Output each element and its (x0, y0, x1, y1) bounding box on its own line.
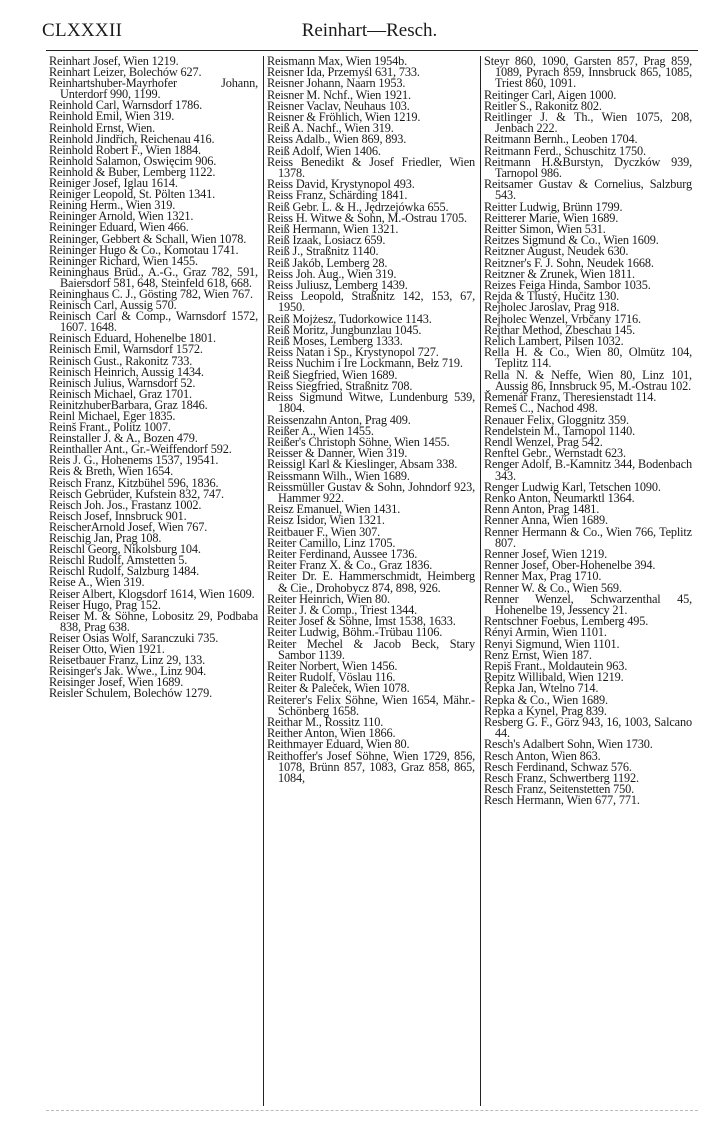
directory-entry: Reitzes Sigmund & Co., Wien 1609. (484, 233, 659, 248)
directory-entry: ReischerArnold Josef, Wien 767. (49, 519, 208, 534)
directory-entry: Renyi Sigmund, Wien 1101. (484, 636, 620, 651)
directory-entry: Resch Hermann, Wien 677, 771. (484, 793, 640, 808)
directory-entry: Reiß Jakób, Lemberg 28. (267, 255, 388, 270)
directory-entry: Reisetbauer Franz, Linz 29, 133. (49, 653, 206, 668)
directory-entry: Reiss Leopold, Straßnitz 142, 153, 67, 1950. (267, 289, 475, 315)
directory-entry: Reiß Hermann, Wien 1321. (267, 222, 399, 237)
directory-entry: Reinhartshuber-Mayrhofer Johann, Unterdorf 990, 1199. (49, 76, 258, 102)
directory-entry: Reischig Jan, Prag 108. (49, 531, 162, 546)
directory-entry: Reisner & Fröhlich, Wien 1219. (267, 110, 421, 125)
directory-entry: Reiser Albert, Klogsdorf 1614, Wien 1609. (49, 586, 255, 601)
column-3 (480, 56, 697, 1106)
directory-entry: Reiter Mechel & Jacob Beck, Stary Sambor 1139. (267, 636, 475, 662)
directory-entry: Renftel Gebr., Wernstadt 623. (484, 446, 626, 461)
directory-entry: Repka a Kynel, Prag 839. (484, 703, 607, 718)
directory-entry: Reither Anton, Wien 1866. (267, 726, 396, 741)
directory-entry: Reitterer Marie, Wien 1689. (484, 210, 619, 225)
directory-entry: Reisz Isidor, Wien 1321. (267, 513, 385, 528)
directory-entry: Reininger Arnold, Wien 1321. (49, 209, 194, 224)
column-1 (46, 56, 263, 1106)
directory-entry: Reiter J. & Comp., Triest 1344. (267, 602, 418, 617)
directory-entry: Reithar M., Rossitz 110. (267, 714, 384, 729)
directory-entry: Reininger, Gebbert & Schall, Wien 1078. (49, 231, 247, 246)
directory-entry: Reiter Heinrich, Wien 80. (267, 591, 390, 606)
directory-entry: Renner W. & Co., Wien 569. (484, 580, 622, 595)
directory-entry: Reiß Adolf, Wien 1406. (267, 143, 381, 158)
directory-entry: Reisch Joh. Jos., Frastanz 1002. (49, 497, 202, 512)
directory-entry: Reiser M. & Söhne, Lobositz 29, Podbaba 838, Prag 638. (49, 608, 258, 634)
directory-entry: Reitter Simon, Wien 531. (484, 222, 606, 237)
directory-entry: Reiter Dr. E. Hammerschmidt, Heimberg & Cie., Drohobycz 874, 898, 926. (267, 569, 475, 595)
directory-entry: Reiniger Josef, Iglau 1614. (49, 176, 178, 191)
directory-entry: Renner Max, Prag 1710. (484, 569, 602, 584)
directory-entry: Reiß J., Straßnitz 1140. (267, 244, 379, 259)
column-2 (263, 56, 480, 1106)
header-rule (46, 50, 698, 51)
directory-entry: Reitler S., Rakonitz 802. (484, 98, 602, 113)
directory-entry: Reissmann Wilh., Wien 1689. (267, 468, 410, 483)
directory-entry: Reinhart Leizer, Bolechów 627. (49, 65, 202, 80)
directory-entry: Reinisch Heinrich, Aussig 1434. (49, 364, 204, 379)
directory-entry: Reiss H. Witwe & Sohn, M.-Ostrau 1705. (267, 210, 467, 225)
directory-entry: Reiter Ludwig, Böhm.-Trübau 1106. (267, 625, 443, 640)
directory-entry: Reisler Schulem, Bolechów 1279. (49, 686, 213, 701)
directory-entry: Reiniger Leopold, St. Pölten 1341. (49, 187, 216, 202)
directory-entry: Reininger Hugo & Co., Komotau 1741. (49, 242, 239, 257)
directory-entry: Repka & Co., Wien 1689. (484, 692, 608, 707)
directory-entry: Steyr 860, 1090, Garsten 857, Prag 859, 1089, Pyrach 859, Innsbruck 865, 1085, Triest 860, 1091. (484, 56, 692, 91)
directory-entry: Repiš Frant., Moldautein 963. (484, 658, 628, 673)
directory-entry: Reinisch Michael, Graz 1701. (49, 386, 192, 401)
directory-entry: Řepka Jan, Wtelno 714. (484, 681, 599, 696)
directory-entry: Renner Anna, Wien 1689. (484, 513, 608, 528)
directory-entry: Reinisch Carl & Comp., Warnsdorf 1572, 1607. 1648. (49, 309, 258, 335)
directory-entry: Resch Franz, Schwertberg 1192. (484, 771, 639, 785)
directory-entry: Reiss Natan i Sp., Krystynopol 727. (267, 345, 439, 360)
directory-entry: Reiss David, Krystynopol 493. (267, 177, 415, 192)
directory-entry: Reinhold Ernst, Wien. (49, 120, 156, 135)
directory-entry: Reinisch Julius, Warnsdorf 52. (49, 375, 196, 390)
directory-entry: Reiter & Paleček, Wien 1078. (267, 681, 410, 696)
directory-entry: Rejthar Method, Zbeschau 145. (484, 322, 636, 337)
directory-entry: Reinhold Emil, Wien 319. (49, 109, 175, 124)
directory-entry: Rendl Wenzel, Prag 542. (484, 434, 603, 449)
directory-entry: Reischl Rudolf, Amstetten 5. (49, 553, 188, 568)
directory-entry: Reithmayer Eduard, Wien 80. (267, 737, 410, 752)
directory-entry: Reisner M. Nchf., Wien 1921. (267, 87, 411, 102)
directory-entry: Reisner Vaclav, Neuhaus 103. (267, 98, 410, 113)
directory-entry: Reitbauer F., Wien 307. (267, 524, 381, 539)
directory-entry: Reiss Nuchim i Ire Lockmann, Bełz 719. (267, 356, 463, 371)
page-number: CLXXXII (42, 20, 123, 41)
page-title: Reinhart—Resch. (301, 20, 438, 41)
directory-entry: Reis & Breth, Wien 1654. (49, 464, 174, 479)
footer-rule (46, 1110, 698, 1111)
directory-entry: Reiss Juliusz, Lemberg 1439. (267, 278, 408, 293)
directory-entry: Reischl Rudolf, Salzburg 1484. (49, 564, 199, 579)
directory-entry: Reisz Emanuel, Wien 1431. (267, 502, 401, 517)
directory-entry: Reinisch Gust., Rakonitz 733. (49, 353, 193, 368)
directory-entry: Reiser Osias Wolf, Saranczuki 735. (49, 630, 219, 645)
directory-entry: Renn Anton, Prag 1481. (484, 502, 600, 517)
directory-entry: Reitter Ludwig, Brünn 1799. (484, 199, 623, 214)
directory-entry: Reiß A. Nachf., Wien 319. (267, 121, 394, 136)
directory-entry: Reitzner's F. J. Sohn, Neudek 1668. (484, 255, 654, 270)
directory-entry: Reisner Johann, Naarn 1953. (267, 76, 406, 91)
directory-entry: Reissmüller Gustav & Sohn, Johndorf 923, Hammer 922. (267, 479, 475, 505)
directory-entry: Renner Hermann & Co., Wien 766, Teplitz 807. (484, 524, 692, 550)
directory-entry: Renner Wenzel, Schwarzenthal 45, Hohenelbe 19, Jessency 21. (484, 591, 692, 617)
directory-entry: Reinhold & Buber, Lemberg 1122. (49, 164, 216, 179)
directory-entry: Reitzner August, Neudek 630. (484, 244, 629, 259)
page-header (42, 18, 697, 46)
directory-entry: Rényi Armin, Wien 1101. (484, 625, 607, 640)
directory-entry: Rejholec Wenzel, Vrbčany 1716. (484, 311, 641, 326)
directory-entry: Reisinger's Jak. Wwe., Linz 904. (49, 664, 207, 679)
directory-entry: Reiß Siegfried, Wien 1689. (267, 367, 398, 382)
directory-entry: Reizes Feiga Hinda, Sambor 1035. (484, 278, 651, 293)
directory-entry: Reitmann Bernh., Leoben 1704. (484, 132, 638, 147)
directory-entry: Reitzner & Zrunek, Wien 1811. (484, 266, 635, 281)
directory-entry: Reiss Sigmund Witwe, Lundenburg 539, 1804. (267, 390, 475, 416)
directory-entry: Reinhart Josef, Wien 1219. (49, 56, 179, 68)
directory-entry: Reiter Ferdinand, Aussee 1736. (267, 546, 418, 561)
directory-entry: Rella H. & Co., Wien 80, Olmütz 104, Teplitz 114. (484, 345, 692, 371)
directory-entry: Reinisch Carl, Aussig 570. (49, 298, 177, 313)
directory-entry: Remeš C., Nachod 498. (484, 401, 598, 416)
directory-entry: Renner Josef, Ober-Hohenelbe 394. (484, 558, 656, 573)
directory-entry: Rejda & Tlustý, Hučitz 130. (484, 289, 620, 304)
directory-entry: Renauer Felix, Gloggnitz 359. (484, 412, 629, 427)
directory-entry: Reinhold Salamon, Oswięcim 906. (49, 153, 217, 168)
directory-entry: Reisser & Danner, Wien 319. (267, 446, 408, 461)
directory-entry: Reininghaus C. J., Gösting 782, Wien 767. (49, 286, 253, 301)
directory-entry: Resberg G. F., Görz 943, 16, 1003, Salcano 44. (484, 714, 692, 741)
directory-entry: Reitinger Carl, Aigen 1000. (484, 87, 617, 102)
directory-entry: Reissigl Karl & Kieslinger, Absam 338. (267, 457, 458, 472)
directory-entry: Reitmann Ferd., Schuschitz 1750. (484, 143, 646, 158)
directory-entry: Reinhold Jindřich, Reichenau 416. (49, 131, 215, 146)
directory-entry: Renko Anton, Neumarktl 1364. (484, 490, 635, 505)
directory-entry: ReinitzhuberBarbara, Graz 1846. (49, 397, 208, 412)
directory-entry: Řemenář Franz, Theresienstadt 114. (484, 390, 657, 405)
directory-entry: Renger Adolf, B.-Kamnitz 344, Bodenbach 343. (484, 457, 692, 483)
directory-entry: Reisch Gebrüder, Kufstein 832, 747. (49, 486, 224, 501)
directory-entry: Reinstaller J. & A., Bozen 479. (49, 431, 198, 446)
directory-entry: Rentschner Foebus, Lemberg 495. (484, 614, 649, 629)
directory-entry: Reinš Frant., Politz 1007. (49, 420, 171, 435)
directory-entry: Reise A., Wien 319. (49, 575, 145, 590)
directory-entry: Reisch Franz, Kitzbühel 596, 1836. (49, 475, 219, 490)
directory-entry: Reinl Michael, Eger 1835. (49, 409, 176, 423)
directory-entry: Reininger Richard, Wien 1455. (49, 253, 198, 268)
directory-entry: Reiser Otto, Wien 1921. (49, 641, 165, 656)
directory-entry: Renner Josef, Wien 1219. (484, 546, 608, 561)
directory-entry: Reinthaller Ant., Gr.-Weiffendorf 592. (49, 442, 232, 457)
directory-entry: Reiss Joh. Aug., Wien 319. (267, 266, 397, 281)
directory-entry: Reißer's Christoph Söhne, Wien 1455. (267, 434, 450, 449)
directory-entry: Reissenzahn Anton, Prag 409. (267, 412, 411, 427)
directory-entry: Reisinger Josef, Wien 1689. (49, 675, 184, 690)
directory-entry: Reiss Siegfried, Straßnitz 708. (267, 378, 413, 393)
directory-entry: Reininghaus Brüd., A.-G., Graz 782, 591, Baiersdorf 581, 648, Steinfeld 618, 668. (49, 264, 258, 290)
directory-entry: Rejholec Jaroslav, Prag 918. (484, 300, 620, 315)
directory-entry: Reißer A., Wien 1455. (267, 423, 374, 438)
directory-entry: Reiter Rudolf, Vöslau 116. (267, 670, 396, 685)
directory-entry: Repitz Willibald, Wien 1219. (484, 670, 624, 685)
directory-entry: Reinisch Eduard, Hohenelbe 1801. (49, 331, 216, 346)
directory-entry: Reinhold Carl, Warnsdorf 1786. (49, 98, 203, 113)
directory-entry: Reiser Hugo, Prag 152. (49, 597, 161, 612)
directory-entry: Reitsamer Gustav & Cornelius, Salzburg 543. (484, 177, 692, 203)
directory-entry: Reischl Georg, Nikolsburg 104. (49, 542, 201, 557)
directory-entry: Reiss Adalb., Wien 869, 893. (267, 132, 407, 147)
directory-entry: Reiter Josef & Söhne, Imst 1538, 1633. (267, 614, 456, 629)
directory-entry: Reiter Norbert, Wien 1456. (267, 658, 398, 673)
directory-entry: Reininger Eduard, Wien 466. (49, 220, 189, 235)
directory-entry: Resch Anton, Wien 863. (484, 748, 601, 763)
directory-entry: Reitlinger J. & Th., Wien 1075, 208, Jenbach 222. (484, 110, 692, 136)
directory-entry: Renger Ludwig Karl, Tetschen 1090. (484, 479, 661, 494)
directory-entry: Resch's Adalbert Sohn, Wien 1730. (484, 737, 653, 752)
directory-entry: Renz Ernst, Wien 187. (484, 647, 592, 662)
directory-entry: Rendelstein M., Tarnopol 1140. (484, 423, 636, 438)
directory-entry: Relich Lambert, Pilsen 1032. (484, 334, 624, 349)
directory-entry: Reiß Mojżesz, Tudorkowice 1143. (267, 311, 432, 326)
directory-entry: Reining Herm., Wien 319. (49, 198, 176, 213)
entry-columns (46, 56, 698, 1106)
directory-entry: Reithoffer's Josef Söhne, Wien 1729, 856, 1078, Brünn 857, 1083, Graz 858, 865, 1084, (267, 748, 475, 785)
directory-entry: Reiß Gebr. L. & H., Jędrzejówka 655. (267, 199, 449, 214)
directory-entry: Reiter Camillo, Linz 1705. (267, 535, 396, 550)
directory-entry: Reitmann H.&Burstyn, Dyczków 939, Tarnopol 986. (484, 154, 692, 181)
directory-entry: Rella N. & Neffe, Wien 80, Linz 101, Aussig 86, Innsbruck 95, M.-Ostrau 102. (484, 367, 692, 393)
directory-entry: Reiss Benedikt & Josef Friedler, Wien 1378. (267, 154, 475, 181)
directory-entry: Reinhold Robert F., Wien 1884. (49, 142, 201, 157)
directory-entry: Reinisch Emil, Warnsdorf 1572. (49, 342, 203, 357)
directory-entry: Resch Ferdinand, Schwaz 576. (484, 759, 632, 774)
directory-entry: Reiter Franz X. & Co., Graz 1836. (267, 558, 433, 573)
directory-entry: Reiß Moses, Lemberg 1333. (267, 334, 403, 349)
directory-entry: Reiss Franz, Schärding 1841. (267, 188, 408, 203)
directory-entry: Reis J. G., Hohenems 1537, 19541. (49, 453, 219, 468)
directory-entry: Reisch Josef, Innsbruck 901. (49, 508, 187, 523)
directory-entry: Reiß Moritz, Jungbunzlau 1045. (267, 322, 422, 337)
directory-entry: Reisner Ida, Przemyśl 631, 733. (267, 65, 420, 80)
directory-entry: Reiß Izaak, Losiacz 659. (267, 233, 386, 248)
directory-entry: Reismann Max, Wien 1954b. (267, 56, 407, 68)
directory-entry: Resch Franz, Seitenstetten 750. (484, 782, 635, 797)
directory-entry: Reiterer's Felix Söhne, Wien 1654, Mähr.-Schönberg 1658. (267, 692, 475, 718)
